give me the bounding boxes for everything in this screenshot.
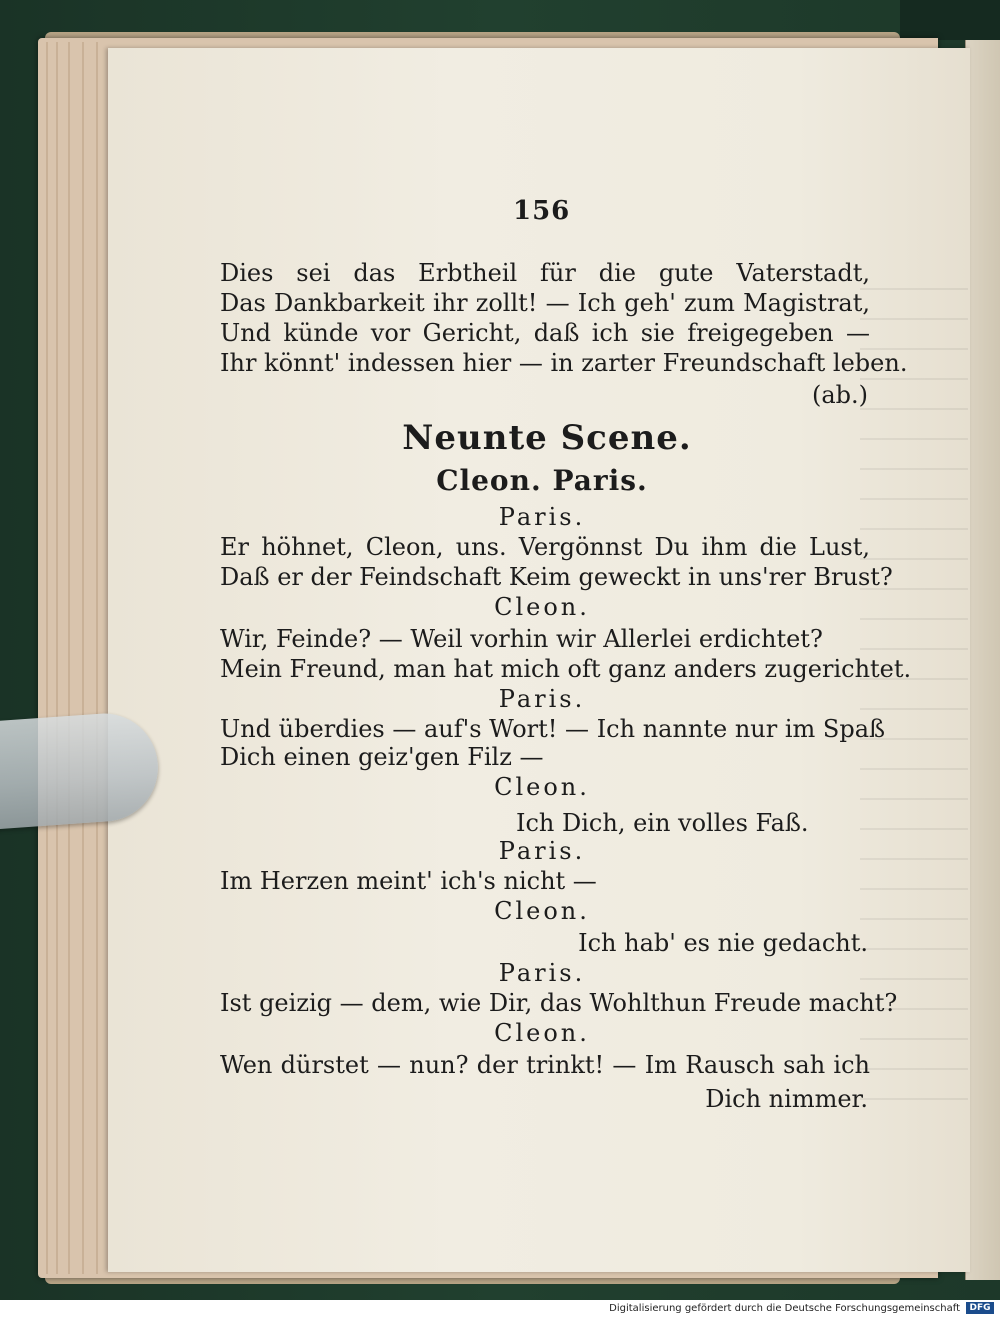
verse-line: Ihr könnt' indessen hier — in zarter Freundschaft leben. [220,349,908,377]
verse-line: Dich nimmer. [705,1085,868,1113]
speaker-name: Paris. [498,685,586,713]
verse-line: Er höhnet, Cleon, uns. Vergönnst Du ihm die Lust, [220,533,870,561]
page-number: 156 [513,196,571,226]
verse-line: Und überdies — auf's Wort! — Ich nannte nur im Spaß [220,715,886,743]
verse-line: Mein Freund, man hat mich oft ganz anders zugerichtet. [220,655,912,683]
speaker-name: Paris. [498,503,586,531]
verse-line: Ich hab' es nie gedacht. [578,929,868,957]
verse-line: Daß er der Feindschaft Keim geweckt in uns'rer Brust? [220,563,893,591]
verse-line: Dies sei das Erbtheil für die gute Vaterstadt, [220,259,870,287]
speaker-name: Paris. [498,837,586,865]
verse-line: Wen dürstet — nun? der trinkt! — Im Rausch sah ich [220,1051,870,1079]
verse-line: Ich Dich, ein volles Faß. [516,809,809,837]
verse-line: Das Dankbarkeit ihr zollt! — Ich geh' zum Magistrat, [220,289,870,317]
verse-line: Dich einen geiz'gen Filz — [220,743,544,771]
verse-line: Und künde vor Gericht, daß ich sie freigegeben — [220,319,870,347]
speaker-name: Cleon. [494,773,590,801]
scene-heading: Neunte Scene. [402,418,692,458]
stage-direction: (ab.) [811,381,868,409]
speaker-name: Paris. [498,959,586,987]
dfg-logo: DFG [966,1302,994,1314]
digitization-credit: Digitalisierung gefördert durch die Deutsche Forschungsgemeinschaft [609,1303,960,1314]
verse-line: Wir, Feinde? — Weil vorhin wir Allerlei erdichtet? [220,625,823,653]
speaker-name: Cleon. [494,897,590,925]
verse-line: Im Herzen meint' ich's nicht — [220,867,597,895]
verse-line: Ist geizig — dem, wie Dir, das Wohlthun Freude macht? [220,989,898,1017]
speaker-name: Cleon. [494,1019,590,1047]
scene-characters: Cleon. Paris. [436,464,648,497]
speaker-name: Cleon. [494,593,590,621]
